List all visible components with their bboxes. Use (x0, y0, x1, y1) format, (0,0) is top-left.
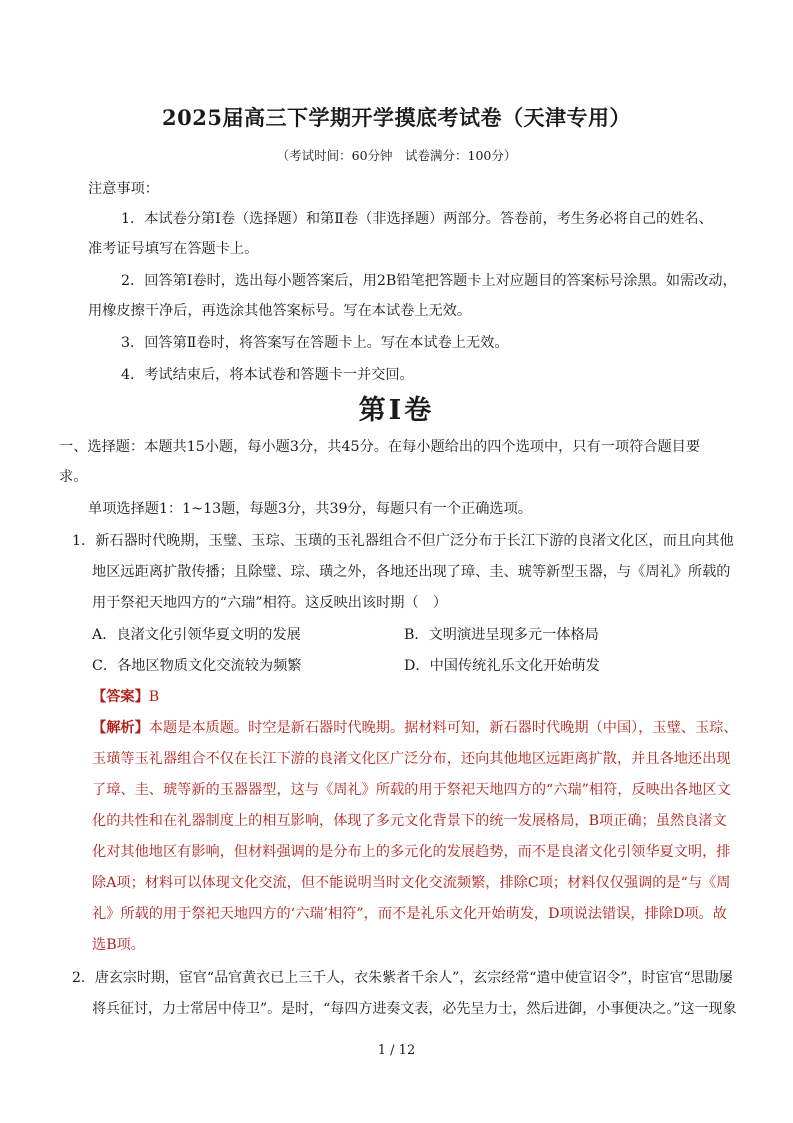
q1-option-a: A．良渚文化引领华夏文明的发展 (92, 627, 301, 643)
notice-item-4: 4．考试结束后，将本试卷和答题卡一并交回。 (121, 367, 414, 383)
q1-analysis-line-5: 化对其他地区有影响，但材料强调的是分布上的多元化的发展趋势，而不是良渚文化引领华夏文明，排 (92, 844, 731, 860)
exam-subtitle: （考试时间：60分钟 试卷满分：100分） (276, 148, 517, 163)
section-intro-cont: 求。 (59, 469, 88, 485)
q2-stem-line-2: 将兵征讨，力士常居中侍卫”。是时，“每四方进奏文表，必先呈力士，然后进御，小事便决之。”这一现象 (92, 1001, 737, 1017)
q1-analysis-line-4: 化的共性和在礼器制度上的相互影响，体现了多元文化背景下的统一发展格局，B项正确；虽然良渚文 (92, 813, 727, 829)
q1-analysis-line-3: 了璋、圭、琥等新的玉器器型，这与《周礼》所载的用于祭祀天地四方的“六瑞”相符，反映出各地区文 (92, 782, 731, 798)
exam-title: 2025届高三下学期开学摸底考试卷（天津专用） (162, 105, 631, 130)
q1-option-c: C．各地区物质文化交流较为频繁 (92, 658, 302, 674)
section-intro: 一、选择题：本题共15小题，每小题3分，共45分。在每小题给出的四个选项中，只有一项符合题目要 (59, 439, 701, 455)
q1-answer (92, 686, 159, 706)
q1-stem-line-1: 1．新石器时代晚期，玉璧、玉琮、玉璜的玉礼器组合不但广泛分布于长江下游的良渚文化区，而且向其他 (72, 533, 734, 549)
notice-item-3: 3．回答第Ⅱ卷时，将答案写在答题卡上。写在本试卷上无效。 (121, 335, 509, 351)
notice-item-1-cont: 准考证号填写在答题卡上。 (88, 241, 259, 257)
notice-item-2-cont: 用橡皮擦干净后，再选涂其他答案标号。写在本试卷上无效。 (88, 303, 472, 319)
q1-analysis-line-1 (92, 717, 738, 737)
q1-option-d: D．中国传统礼乐文化开始萌发 (404, 658, 600, 674)
q1-stem-line-3: 用于祭祀天地四方的“六瑞”相符。这反映出该时期（ ） (92, 595, 448, 611)
q1-analysis-line-6: 除A项；材料可以体现文化交流，但不能说明当时文化交流频繁，排除C项；材料仅仅强调的是“与《周 (92, 875, 731, 891)
single-choice-note: 单项选择题1：1~13题，每题3分，共39分，每题只有一个正确选项。 (88, 501, 532, 517)
q2-stem-line-1: 2．唐玄宗时期，宦官“品官黄衣已上三千人，衣朱紫者千余人”，玄宗经常“遣中使宣诏令”，时宦官“思勖屡 (72, 970, 733, 986)
notice-heading: 注意事项： (88, 181, 159, 197)
q1-option-b: B．文明演进呈现多元一体格局 (404, 627, 599, 643)
q1-analysis-line-8: 选B项。 (92, 937, 145, 953)
notice-item-1: 1．本试卷分第Ⅰ卷（选择题）和第Ⅱ卷（非选择题）两部分。答卷前，考生务必将自己的姓名、 (121, 211, 713, 227)
q1-stem-line-2: 地区远距离扩散传播；且除璧、琮、璜之外，各地还出现了璋、圭、琥等新型玉器，与《周礼》所载的 (92, 564, 731, 580)
answer-label: 【答案】 (92, 689, 149, 705)
notice-item-2: 2．回答第Ⅰ卷时，选出每小题答案后，用2B铅笔把答题卡上对应题目的答案标号涂黑。如需改动， (121, 273, 737, 289)
section-title: 第Ⅰ卷 (358, 395, 435, 426)
q1-analysis-line-7: 礼》所载的用于祭祀天地四方的‘六瑞’相符”，而不是礼乐文化开始萌发，D项说法错误，排除D项。故 (92, 906, 727, 922)
analysis-label: 【解析】 (92, 720, 149, 736)
analysis-text: 本题是本质题。时空是新石器时代晚期。据材料可知，新石器时代晚期（中国），玉璧、玉琮、 (148, 720, 738, 736)
page-number: 1 / 12 (377, 1043, 416, 1058)
q1-analysis-line-2: 玉璜等玉礼器组合不仅在长江下游的良渚文化区广泛分布，还向其他地区远距离扩散，并且各地还出现 (92, 751, 731, 767)
answer-value: B (148, 689, 160, 705)
